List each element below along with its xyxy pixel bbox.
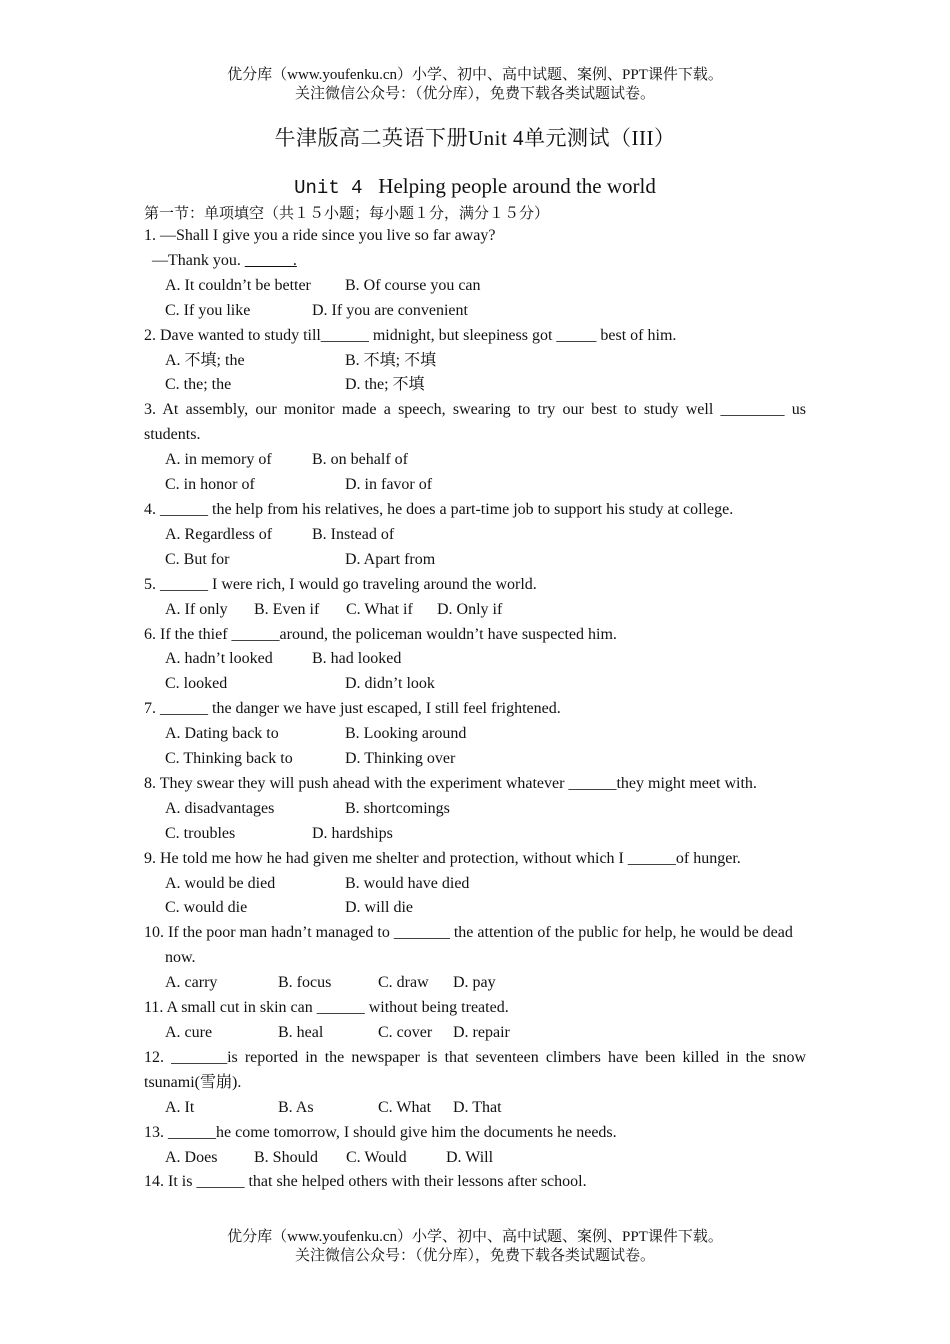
option-b: B. on behalf of <box>312 451 408 469</box>
option-c: C. What if <box>346 600 413 618</box>
option-row <box>144 872 806 897</box>
question-stem: 10. If the poor man hadn’t managed to _______ the attention of the public for help, he would be dead <box>144 924 793 942</box>
option-c: C. the; the <box>165 376 232 394</box>
option-a: A. would be died <box>165 874 276 892</box>
question-stem-continued: now. <box>165 949 196 967</box>
header-line-2: 关注微信公众号：（优分库），免费下载各类试题试卷。 <box>294 86 655 102</box>
option-b: B. Looking around <box>345 725 467 743</box>
option-row <box>144 299 806 324</box>
question-stem: 6. If the thief ______around, the policeman wouldn’t have suspected him. <box>144 625 617 643</box>
option-c: C. What <box>378 1098 432 1116</box>
section-heading: 第一节：单项填空（共１５小题；每小题１分，满分１５分） <box>144 206 550 222</box>
option-row <box>144 797 806 822</box>
option-row <box>144 971 806 996</box>
option-row <box>144 473 806 498</box>
option-d: D. If you are convenient <box>312 301 468 319</box>
option-a: A. 不填; the <box>165 351 245 369</box>
answer-blank: ______. <box>244 251 297 269</box>
option-b: B. Should <box>254 1148 319 1166</box>
option-c: C. would die <box>165 899 248 917</box>
option-row <box>144 373 806 398</box>
option-b: B. Of course you can <box>345 276 481 294</box>
question-stem: 14. It is ______ that she helped others with their lessons after school. <box>144 1173 587 1191</box>
option-row <box>144 647 806 672</box>
option-row <box>144 1096 806 1121</box>
question-stem: 7. ______ the danger we have just escaped, I still feel frightened. <box>144 700 561 718</box>
option-b: B. As <box>278 1098 314 1116</box>
question-stem: 12. _______is reported in the newspaper is that seventeen climbers have been killed in the snow tsunami(雪崩). <box>144 1048 806 1091</box>
option-row <box>144 1146 806 1171</box>
option-row <box>144 598 806 623</box>
option-d: D. Thinking over <box>345 750 456 768</box>
option-row <box>144 448 806 473</box>
option-d: D. the; 不填 <box>345 376 425 394</box>
option-c: C. in honor of <box>165 476 255 494</box>
footer-line-1: 优分库（www.youfenku.cn）小学、初中、高中试题、案例、PPT课件下载。 <box>227 1229 723 1245</box>
option-row <box>144 822 806 847</box>
header-line-1: 优分库（www.youfenku.cn）小学、初中、高中试题、案例、PPT课件下载。 <box>227 67 723 83</box>
option-b: B. 不填; 不填 <box>345 351 437 369</box>
option-c: C. If you like <box>165 301 251 319</box>
option-a: A. carry <box>165 974 218 992</box>
option-a: A. disadvantages <box>165 799 275 817</box>
option-row <box>144 722 806 747</box>
question-stem: 3. At assembly, our monitor made a speech, swearing to try our best to study well ________ us students. <box>144 401 806 444</box>
option-c: C. Would <box>346 1148 407 1166</box>
option-d: D. hardships <box>312 824 393 842</box>
option-row <box>144 523 806 548</box>
option-b: B. shortcomings <box>345 799 450 817</box>
page-footer <box>0 1228 950 1266</box>
option-row <box>144 349 806 374</box>
option-c: C. looked <box>165 675 228 693</box>
question-stem: 1. —Shall I give you a ride since you live so far away? <box>144 227 496 244</box>
option-row <box>144 896 806 921</box>
option-c: C. draw <box>378 974 429 992</box>
option-b: B. Instead of <box>312 525 395 543</box>
option-a: A. Does <box>165 1148 218 1166</box>
option-d: D. Apart from <box>345 550 436 568</box>
option-c: C. cover <box>378 1024 433 1041</box>
option-b: B. had looked <box>312 650 402 668</box>
question-stem: 4. ______ the help from his relatives, he does a part-time job to support his study at college. <box>144 500 734 518</box>
question-stem: 2. Dave wanted to study till______ midnight, but sleepiness got _____ best of him. <box>144 326 677 344</box>
option-a: A. Regardless of <box>165 525 273 543</box>
option-c: C. troubles <box>165 824 236 842</box>
option-a: A. in memory of <box>165 451 272 469</box>
option-b: B. heal <box>278 1024 324 1041</box>
page-header <box>0 66 950 104</box>
option-d: D. pay <box>453 974 496 992</box>
option-d: D. will die <box>345 899 413 917</box>
option-d: D. repair <box>453 1024 510 1041</box>
question-stem: 5. ______ I were rich, I would go traveling around the world. <box>144 575 537 593</box>
option-row <box>144 274 806 299</box>
option-d: D. That <box>453 1098 502 1116</box>
option-d: D. in favor of <box>345 476 433 494</box>
option-b: B. would have died <box>345 874 470 892</box>
option-b: B. Even if <box>254 600 320 618</box>
option-c: C. But for <box>165 550 230 568</box>
document-title: 牛津版高二英语下册Unit 4单元测试（III） <box>274 126 676 150</box>
option-a: A. It <box>165 1098 195 1116</box>
question-stem: 8. They swear they will push ahead with the experiment whatever ______they might meet with. <box>144 774 757 792</box>
footer-line-2: 关注微信公众号：（优分库），免费下载各类试题试卷。 <box>294 1248 655 1264</box>
option-a: A. Dating back to <box>165 725 279 743</box>
option-b: B. focus <box>278 974 332 992</box>
option-d: D. didn’t look <box>345 675 435 693</box>
unit-title <box>0 174 950 199</box>
option-a: A. hadn’t looked <box>165 650 273 668</box>
option-row <box>144 672 806 697</box>
unit-name: Helping people around the world <box>378 174 656 198</box>
option-a: A. It couldn’t be better <box>165 276 311 294</box>
option-row <box>144 747 806 772</box>
option-d: D. Only if <box>437 600 503 618</box>
question-stem: 13. ______he come tomorrow, I should give him the documents he needs. <box>144 1123 617 1141</box>
option-a: A. If only <box>165 600 228 618</box>
option-d: D. Will <box>446 1148 494 1166</box>
option-a: A. cure <box>165 1024 213 1041</box>
option-row <box>144 1021 806 1046</box>
question-stem: 9. He told me how he had given me shelter and protection, without which I ______of hunger. <box>144 849 741 867</box>
option-row <box>144 548 806 573</box>
question-list <box>144 224 806 1195</box>
option-c: C. Thinking back to <box>165 750 293 768</box>
question-stem: 11. A small cut in skin can ______ without being treated. <box>144 999 509 1017</box>
question-stem-continued: —Thank you. ______. <box>152 251 297 269</box>
unit-number: Unit 4 <box>294 177 363 199</box>
